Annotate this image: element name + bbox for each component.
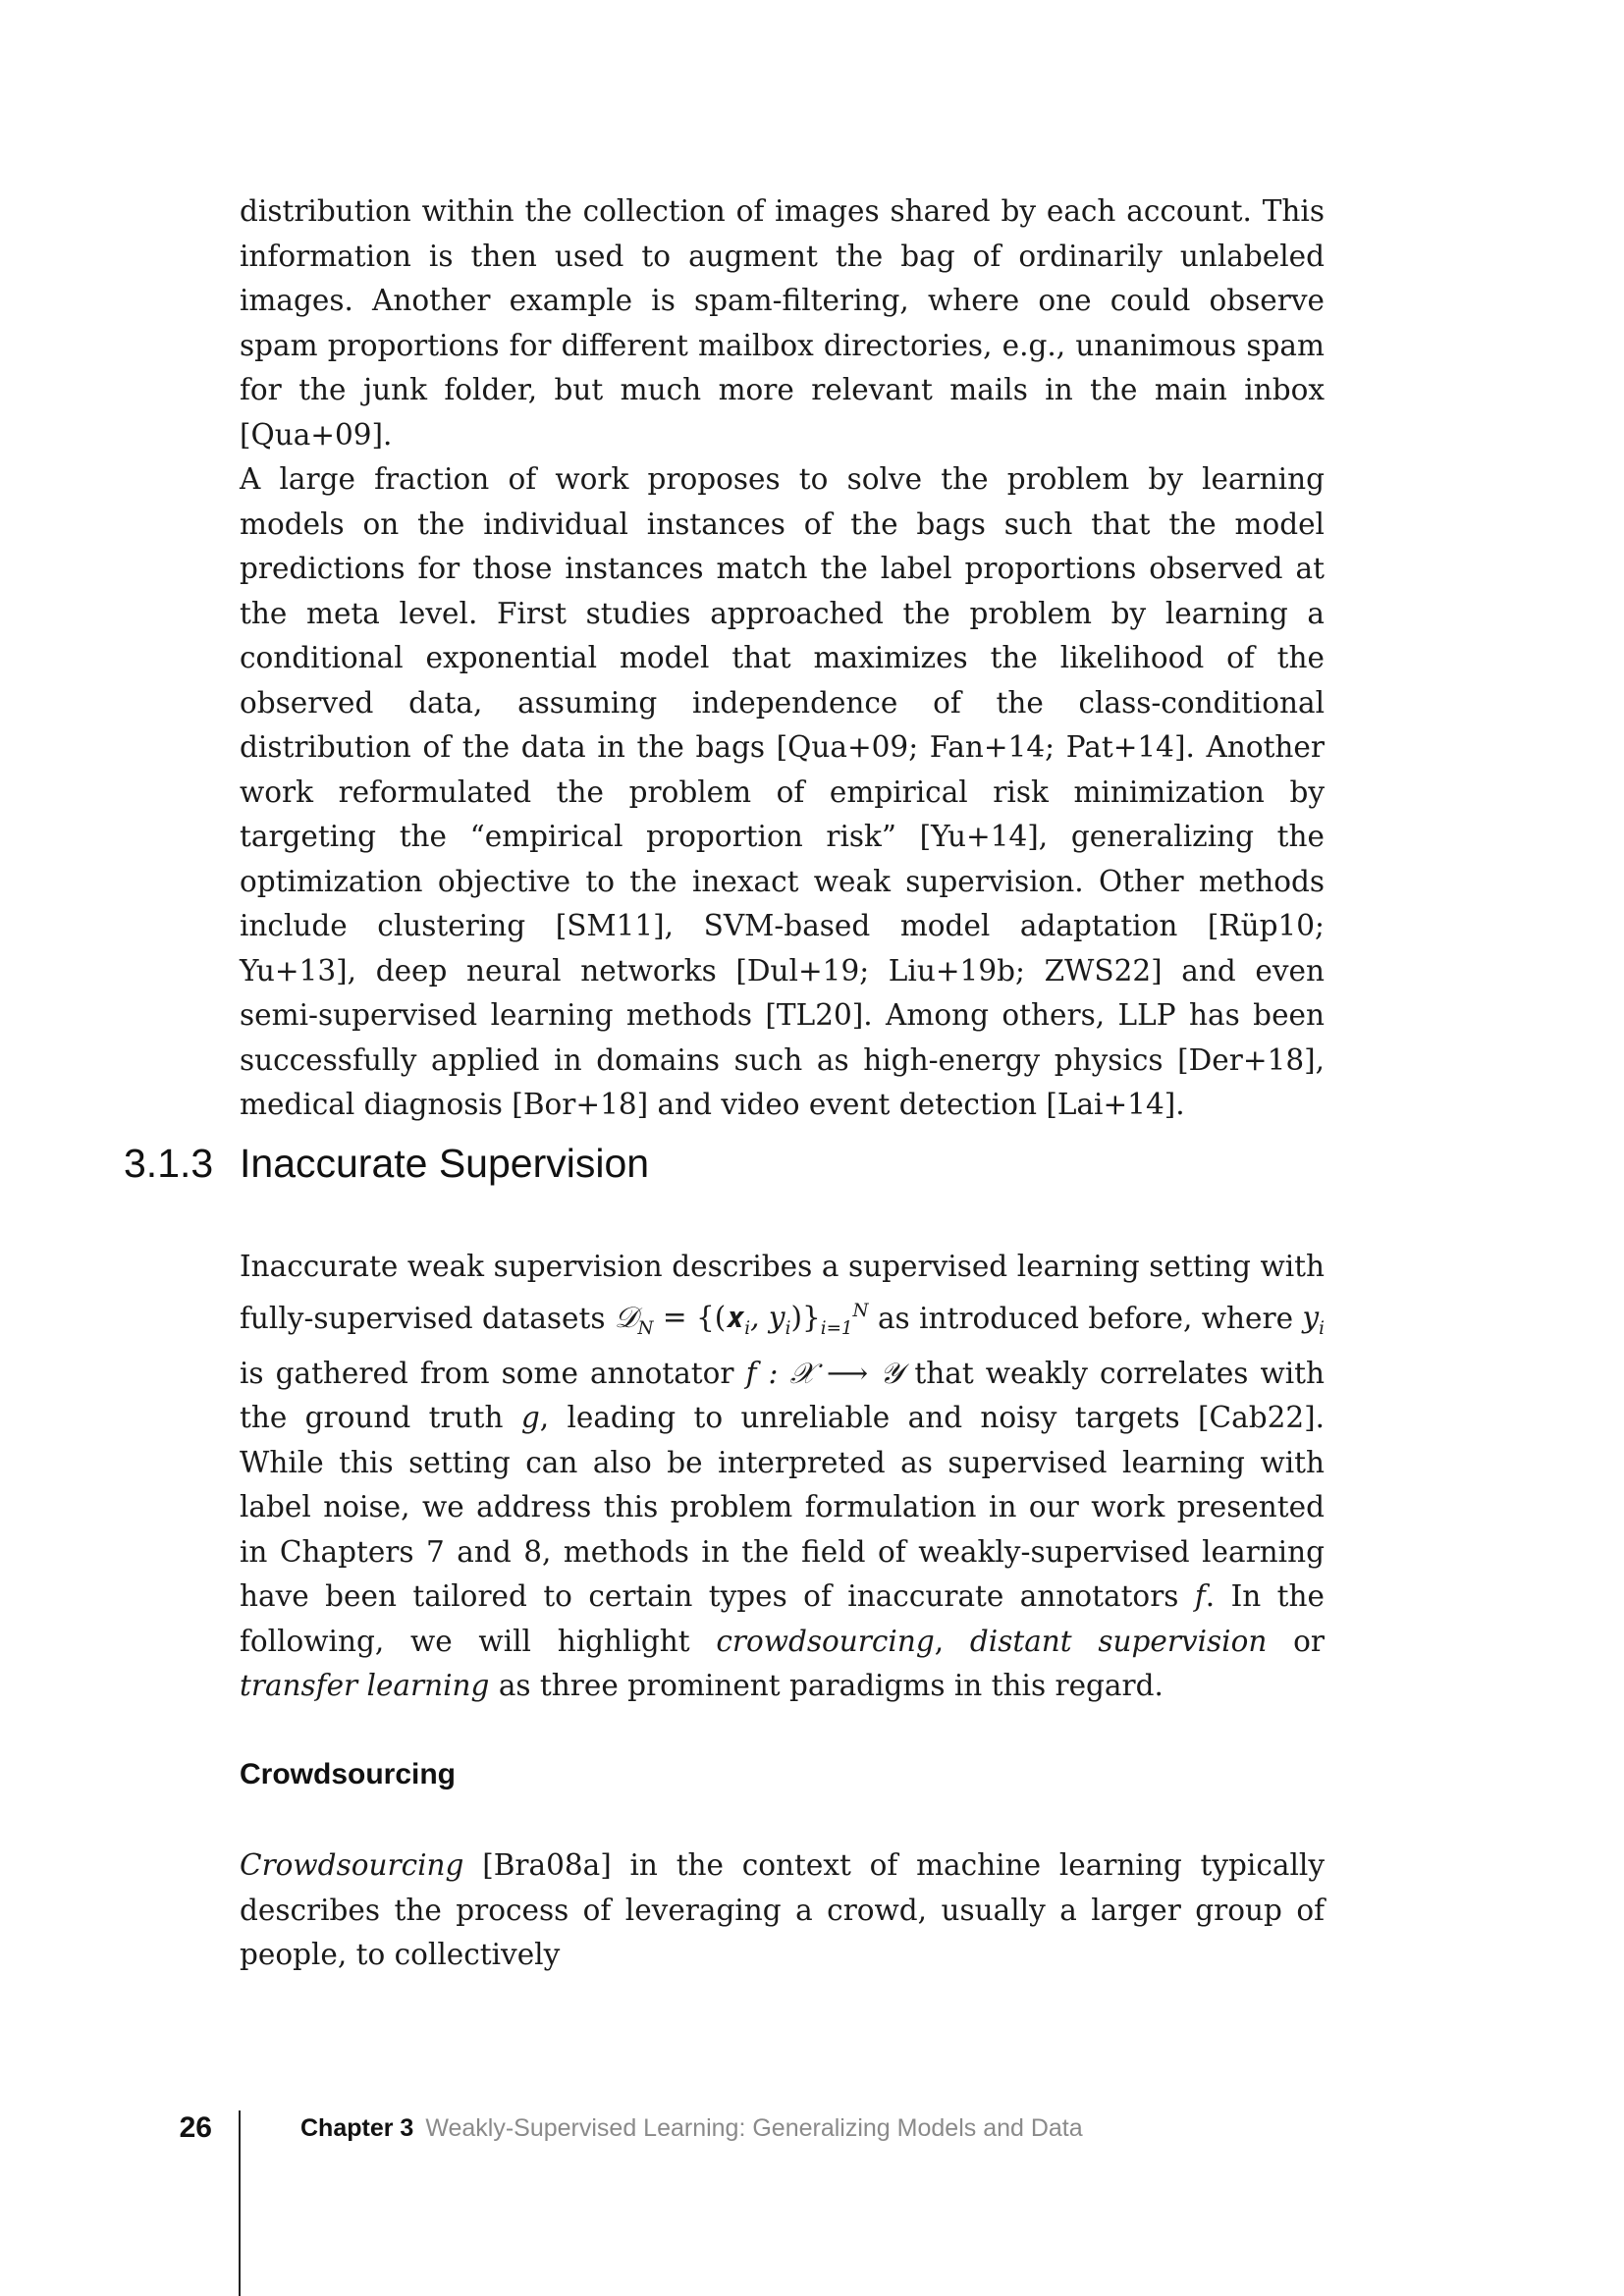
- running-chapter-header: [300, 2111, 1083, 2145]
- chapter-title: Weakly-Supervised Learning: Generalizing Models and Data: [425, 2114, 1083, 2142]
- math-annotator-mapping: f : 𝒳 ⟶ 𝒴: [745, 1356, 903, 1390]
- math-label-yi: $y_i$: [1302, 1301, 1325, 1340]
- emphasis-distant-supervision: distant supervision: [969, 1624, 1268, 1658]
- footer-divider: [239, 2110, 241, 2296]
- page-number: 26: [179, 2111, 212, 2144]
- math-dataset-definition: 𝒟$_N$ = {(𝒙$_i$, $y_i)\}_{i=1}^N$: [614, 1301, 869, 1340]
- section-title: Inaccurate Supervision: [240, 1141, 650, 1186]
- emphasis-crowdsourcing: crowdsourcing: [716, 1624, 935, 1658]
- paragraph-crowdsourcing: Crowdsourcing [Bra08a] in the context of machine learning typically describes the process of leveraging a crowd, usually a larger group of people, to collectively: [240, 1848, 1325, 1971]
- emphasis-transfer-learning: transfer learning: [240, 1669, 490, 1703]
- paragraph-inaccurate-supervision: Inaccurate weak supervision describes a supervised learning setting with fully-supervised datasets 𝒟$_N$ = {(𝒙$_i$, $y_i)\}_{i=1}^N$ as introduced before, where $y_i$ is gathered from some annotator f : 𝒳 ⟶ 𝒴 that weakly correlates with the ground truth g, leading to unreliable and noisy targets [Cab22]. While this setting can also be interpreted as supervised learning with label noise, we address this problem formulation in our work presented in Chapters 7 and 8, methods in the field of weakly-supervised learning have been tailored to certain types of inaccurate annotators f. In the following, we will highlight crowdsourcing, distant supervision or transfer learning as three prominent paradigms in this regard.: [240, 1250, 1325, 1703]
- math-annotator: f: [1194, 1579, 1206, 1614]
- paragraph-llp-methods: A large fraction of work proposes to solve the problem by learning models on the individual instances of the bags such that the model predictions for those instances match the label proportions observed at the meta level. First studies approached the problem by learning a conditional exponential model that maximizes the likelihood of the observed data, assuming independence of the class-conditional distribution of the data in the bags [Qua+09; Fan+14; Pat+14]. Another work reformulated the problem of empirical risk minimization by targeting the “empirical proportion risk” [Yu+14], generalizing the optimization objective to the inexact weak supervision. Other methods include clustering [SM11], SVM-based model adaptation [Rüp10; Yu+13], deep neural networks [Dul+19; Liu+19b; ZWS22] and even semi-supervised learning methods [TL20]. Among others, LLP has been successfully applied in domains such as high-energy physics [Der+18], medical diagnosis [Bor+18] and video event detection [Lai+14].: [240, 462, 1325, 1121]
- paragraph-llp-examples: distribution within the collection of images shared by each account. This information is then used to augment the bag of ordinarily unlabeled images. Another example is spam-filtering, where one could observe spam proportions for different mailbox directories, e.g., unanimous spam for the junk folder, but much more relevant mails in the main inbox [Qua+09].: [240, 194, 1325, 452]
- emphasis-crowdsourcing-term: Crowdsourcing: [240, 1848, 464, 1882]
- math-ground-truth: g: [520, 1401, 540, 1435]
- chapter-label: Chapter 3: [300, 2114, 414, 2142]
- section-number: 3.1.3: [124, 1141, 214, 1186]
- section-heading: [124, 1139, 649, 1188]
- subsection-heading: Crowdsourcing: [240, 1758, 457, 1790]
